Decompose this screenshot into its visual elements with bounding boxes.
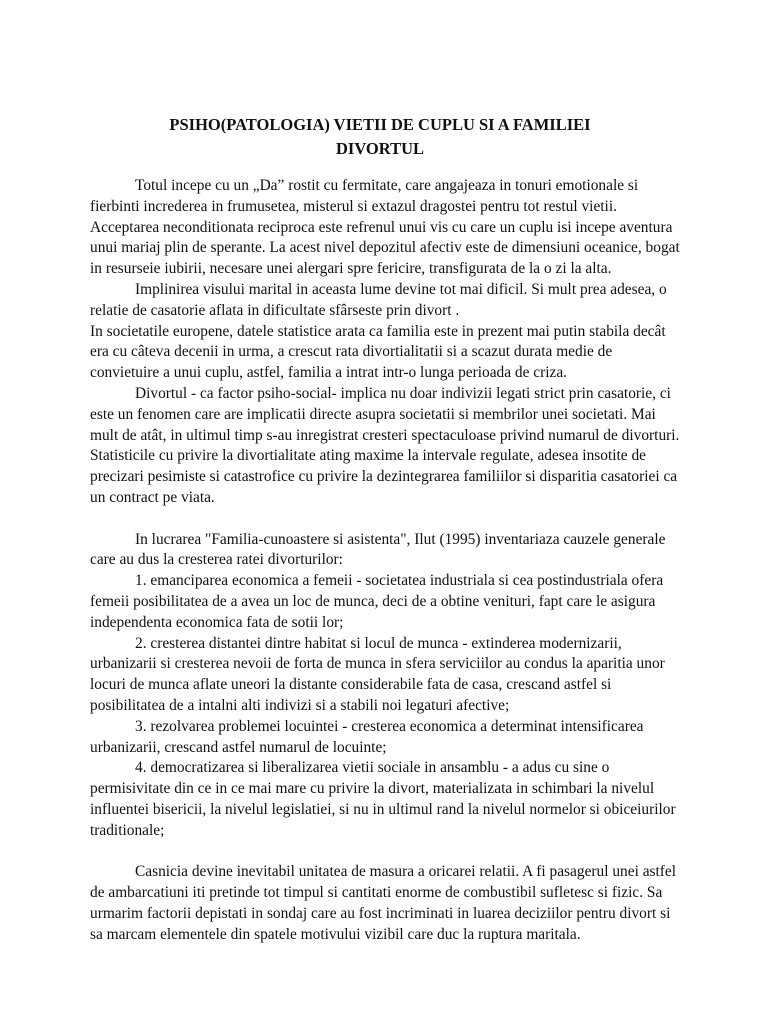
document-title-line-2: DIVORTUL [335, 139, 425, 158]
list-item-cause-2: 2. cresterea distantei dintre habitat si locul de munca - extinderea modernizarii, urbanizarii si cresterea nevoii de forta de munca in sfera serviciilor au condus la aparitia unor locuri de munca aflate uneori la distante considerabile fata de casa, crescand astfel si posibilitatea de a intalni alti indivizi si a stabili noi legaturi afective; [90, 634, 665, 714]
list-item-cause-3: 3. rezolvarea problemei locuintei - cresterea economica a determinat intensificarea urbanizarii, crescand astfel numarul de locuinte; [90, 717, 644, 756]
document-body [90, 176, 680, 945]
paragraph-ilut-causes: In lucrarea "Familia-cunoastere si asistenta", Ilut (1995) inventariaza cauzele generale care au dus la cresterea ratei divorturilor: [90, 530, 666, 569]
paragraph-spacer [90, 842, 680, 863]
paragraph-european-statistics: In societatile europene, datele statistice arata ca familia este in prezent mai putin stabila decât era cu câteva decenii in urma, a crescut rata divortialitatii si a scazut durata medie de convietuire a unui cuplu, astfel, familia a intrat intr-o lunga perioada de criza. [90, 322, 666, 382]
paragraph-intro: Totul incepe cu un „Da” rostit cu fermitate, care angajeaza in tonuri emotionale si fierbinti increderea in frumusetea, misterul si extazul dragostei pentru tot restul vietii. Acceptarea neconditionata reciproca este refrenul unui vis cu care un cuplu isi incepe aventura unui mariaj plin de sperante. La acest nivel depozitul afectiv este de dimensiuni oceanice, bogat in resurseie iubirii, necesare unei alergari spre fericire, transfigurata de la o zi la alta. [90, 177, 680, 278]
list-item-cause-4: 4. democratizarea si liberalizarea vietii sociale in ansamblu - a adus cu sine o permisivitate din ce in ce mai mare cu privire la divort, materializata in schimbari la nivelul influentei bisericii, la nivelul legislatiei, si nu in ultimul rand la nivelul normelor si obiceiurilor traditionale; [90, 759, 676, 839]
paragraph-marital-vision: Implinirea visului marital in aceasta lume devine tot mai dificil. Si mult prea adesea, o relatie de casatorie aflata in dificultate sfârseste prin divort . [90, 280, 667, 319]
paragraph-spacer [90, 509, 680, 530]
paragraph-divorce-factor: Divortul - ca factor psiho-social- implica nu doar indivizii legati strict prin casatorie, ci este un fenomen care are implicatii directe asupra societatii si membrilor unei societati. Mai mult de atât, in ultimul timp s-au inregistrat cresteri spectaculoase privind numarul de divorturi. Statisticile cu privire la divortialitate ating maxime la intervale regulate, adesea insotite de precizari pesimiste si catastrofice cu privire la dezintegrarea familiilor si disparitia casatoriei ca un contract pe viata. [90, 384, 680, 506]
list-item-cause-1: 1. emanciparea economica a femeii - societatea industriala si cea postindustriala ofera femeii posibilitatea de a avea un loc de munca, deci de a obtine venituri, fapt care le asigura independenta economica fata de sotii lor; [90, 572, 664, 631]
paragraph-marriage-measure: Casnicia devine inevitabil unitatea de masura a oricarei relatii. A fi pasagerul unei astfel de ambarcatiuni iti pretinde tot timpul si cantitati enorme de combustibil sufletesc si fizic. Sa urmarim factorii depistati in sondaj care au fost incriminati in luarea deciziilor pentru divort si sa marcam elementele din spatele motivului vizibil care duc la ruptura maritala. [90, 863, 677, 943]
document-title-line-1: PSIHO(PATOLOGIA) VIETII DE CUPLU SI A FAMILIEI [169, 115, 591, 134]
